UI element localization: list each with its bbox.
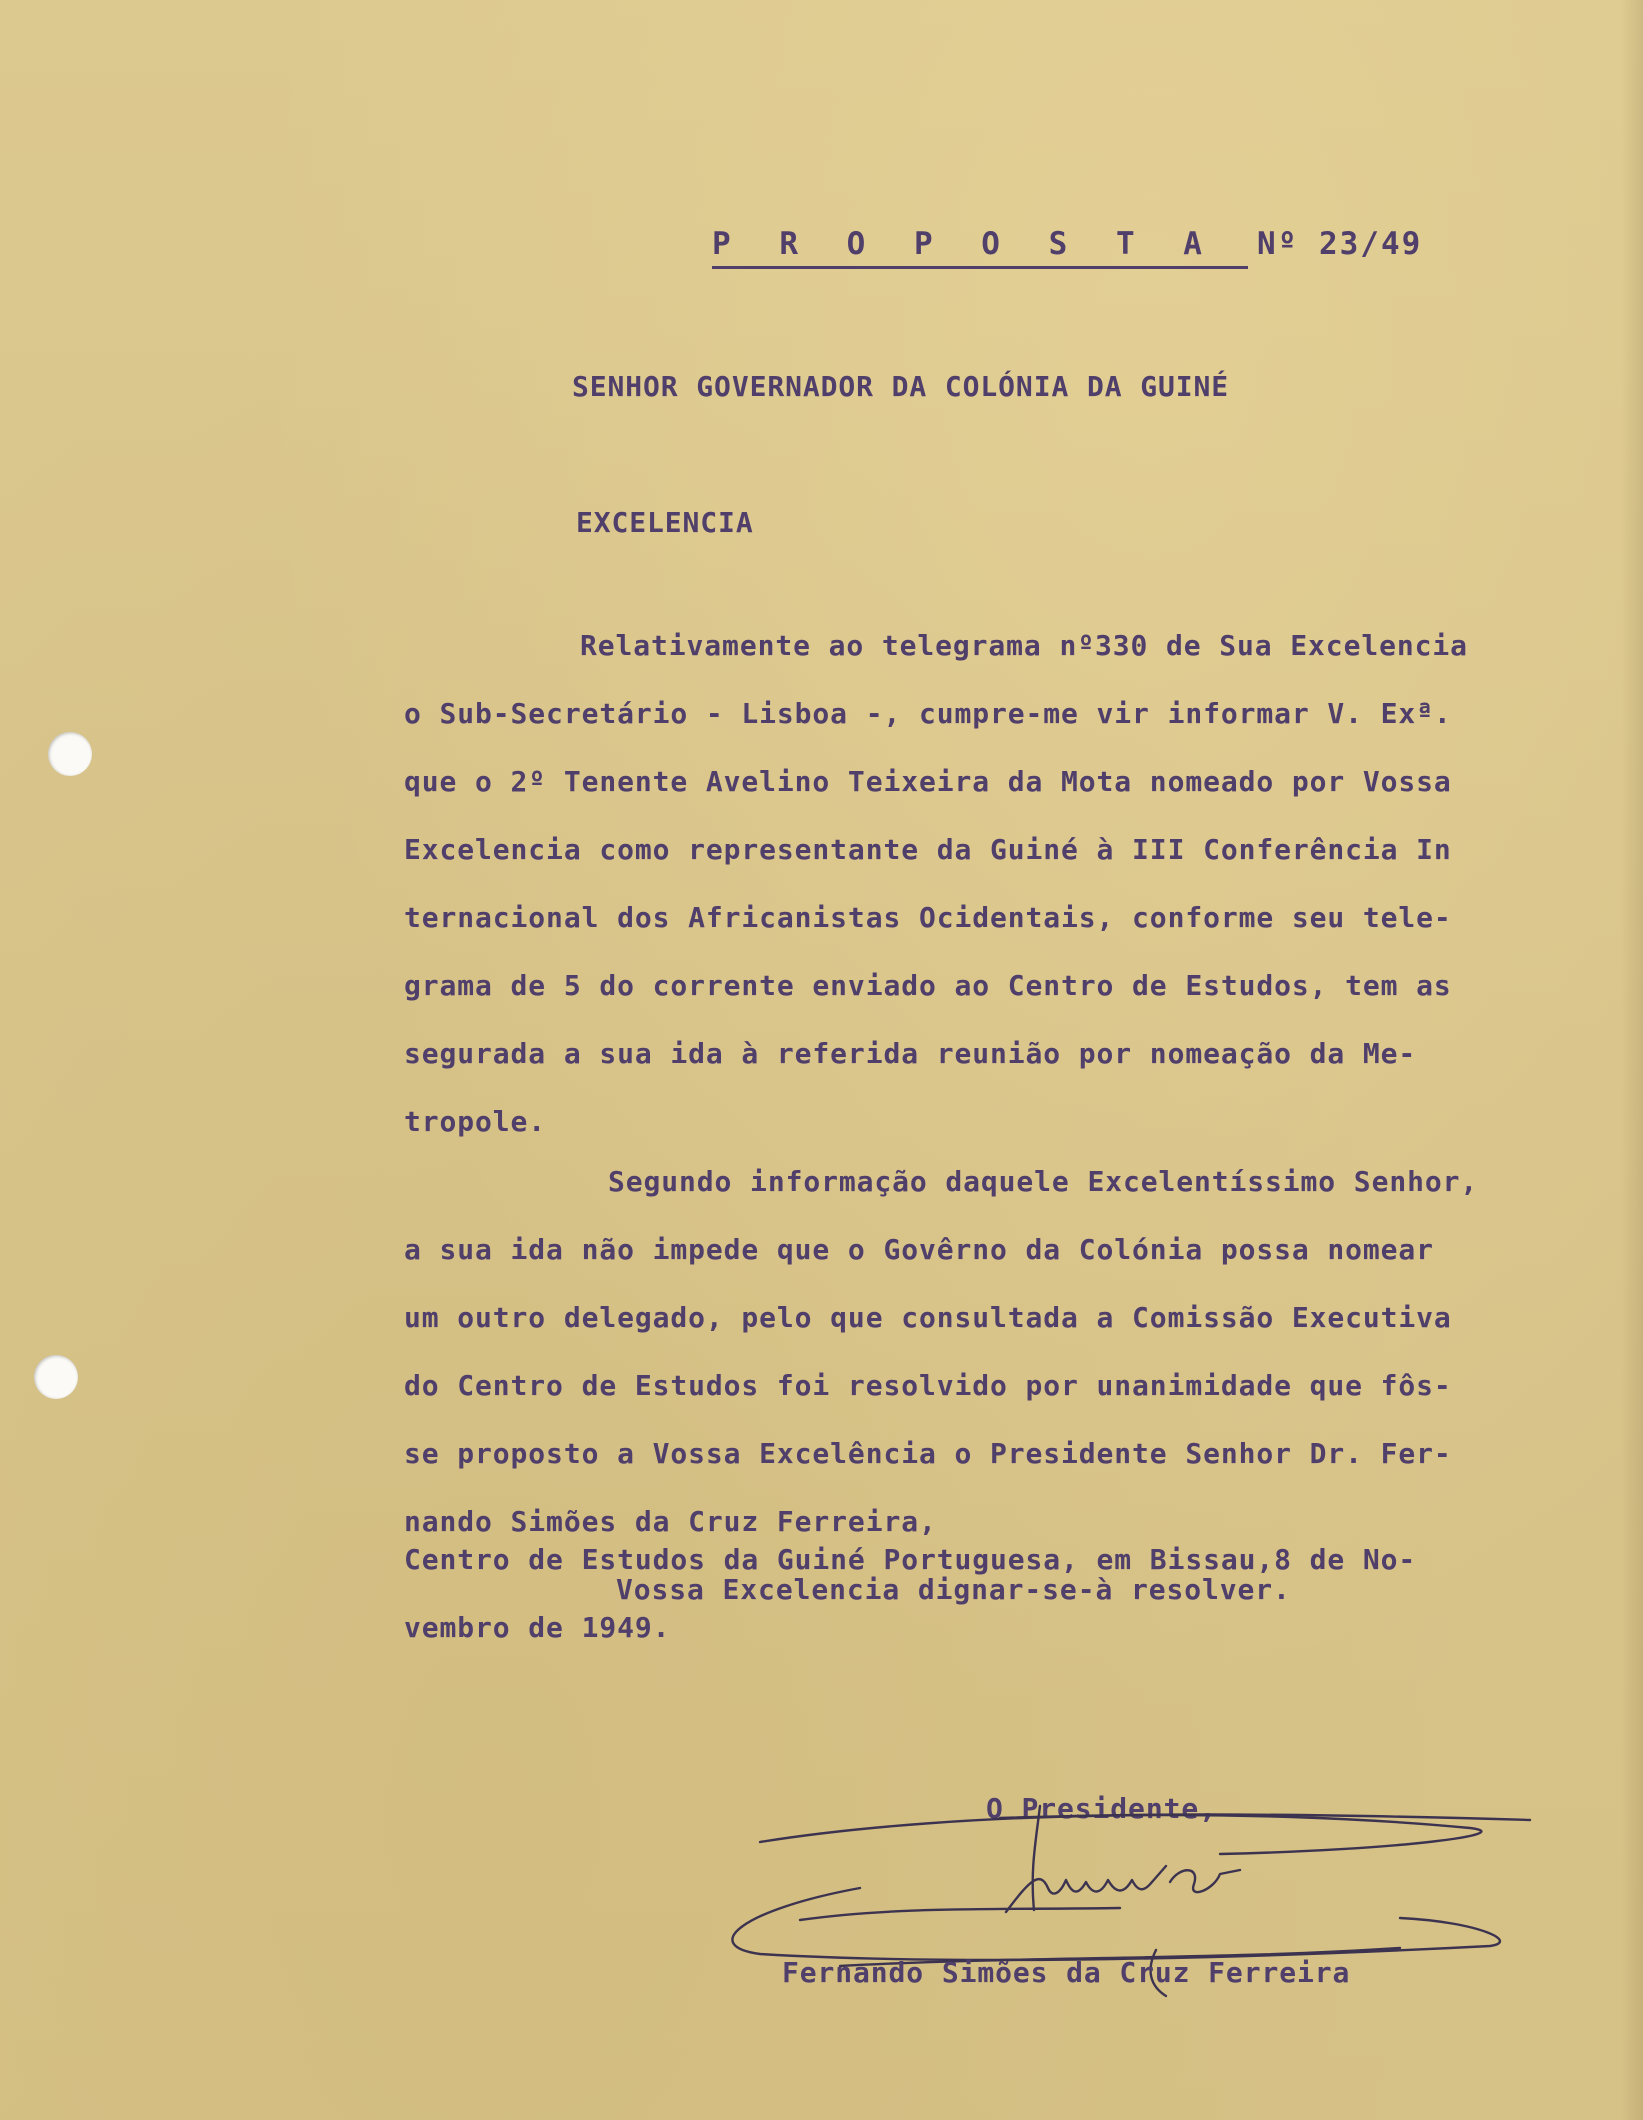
title-word: P R O P O S T A: [712, 226, 1217, 262]
text-line: um outro delegado, pelo que consultada a Comissão Executiva: [404, 1301, 1452, 1334]
text-line: que o 2º Tenente Avelino Teixeira da Mota nomeado por Vossa: [404, 765, 1452, 798]
text-line: do Centro de Estudos foi resolvido por unanimidade que fôs-: [404, 1369, 1452, 1402]
punch-hole-bottom: [34, 1355, 78, 1399]
text-line: a sua ida não impede que o Govêrno da Colónia possa nomear: [404, 1233, 1434, 1266]
punch-hole-top: [48, 732, 92, 776]
text-line: segurada a sua ida à referida reunião por nomeação da Me-: [404, 1037, 1417, 1070]
text-line: nando Simões da Cruz Ferreira,: [404, 1505, 937, 1538]
text-line: vembro de 1949.: [404, 1611, 671, 1644]
request-line: Vossa Excelencia dignar-se-à resolver.: [616, 1573, 1291, 1606]
signer-name: Fernando Simões da Cruz Ferreira: [782, 1956, 1351, 1989]
document-title: [712, 226, 1423, 269]
proposal-number: Nº 23/49: [1256, 226, 1423, 262]
closing: O Presidente,: [986, 1792, 1217, 1825]
text-line: Relativamente ao telegrama nº330 de Sua Excelencia: [580, 629, 1468, 662]
paragraph-1: [404, 612, 1584, 1156]
text-line: grama de 5 do corrente enviado ao Centro de Estudos, tem as: [404, 969, 1452, 1002]
text-line: Segundo informação daquele Excelentíssimo Senhor,: [608, 1165, 1479, 1198]
text-line: tropole.: [404, 1105, 547, 1138]
text-line: Centro de Estudos da Guiné Portuguesa, em Bissau,8 de No-: [404, 1543, 1417, 1576]
addressee: SENHOR GOVERNADOR DA COLÓNIA DA GUINÉ: [572, 370, 1230, 403]
salutation: EXCELENCIA: [576, 506, 754, 539]
text-line: ternacional dos Africanistas Ocidentais, conforme seu tele-: [404, 901, 1452, 934]
place-and-date: [404, 1526, 1584, 1662]
text-line: se proposto a Vossa Excelência o Presidente Senhor Dr. Fer-: [404, 1437, 1452, 1470]
text-line: o Sub-Secretário - Lisboa -, cumpre-me vir informar V. Exª.: [404, 697, 1452, 730]
text-line: Excelencia como representante da Guiné à III Conferência In: [404, 833, 1452, 866]
